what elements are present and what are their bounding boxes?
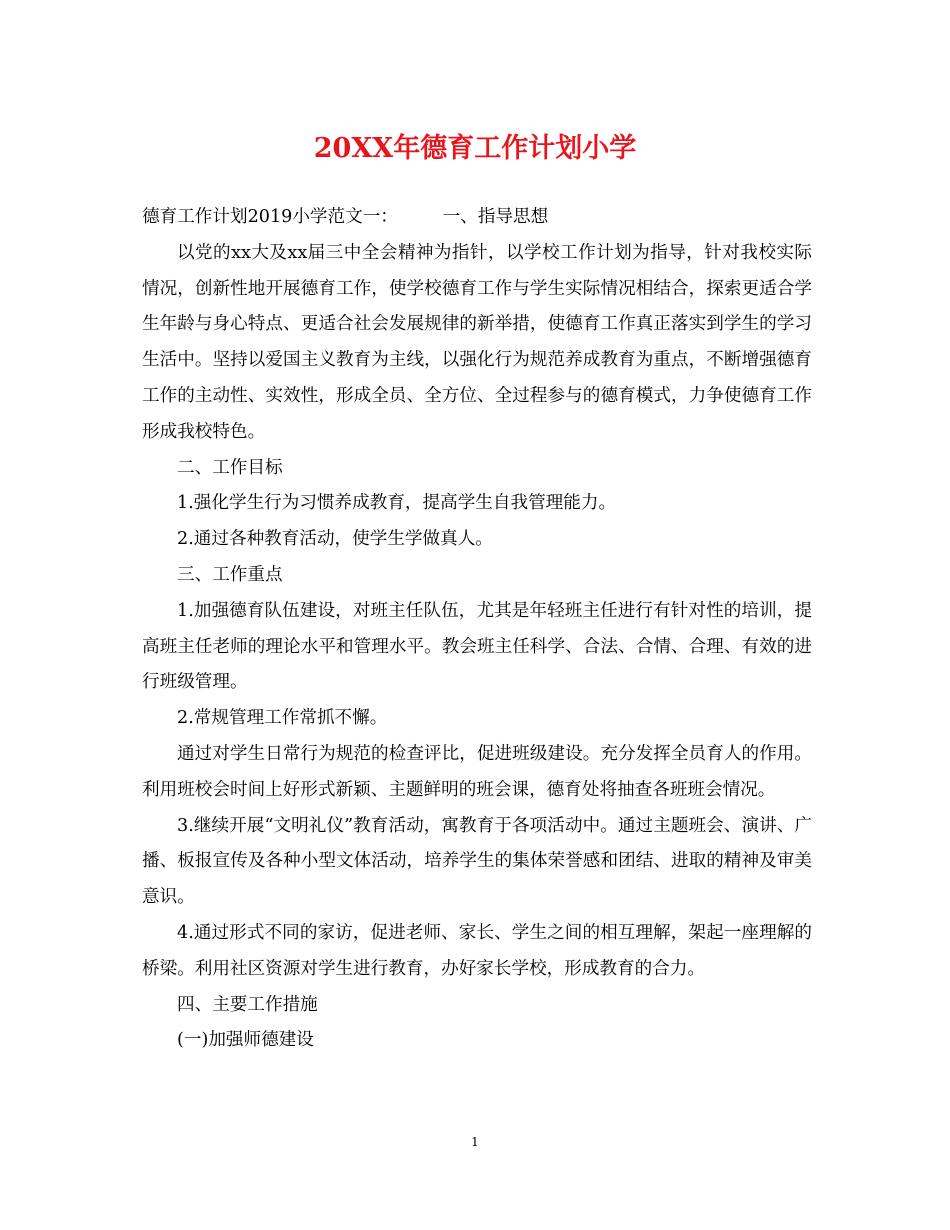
focus-item-1: 1.加强德育队伍建设，对班主任队伍，尤其是年轻班主任进行有针对性的培训，提高班主任老师的理论水平和管理水平。教会班主任科学、合法、合情、合理、有效的进行班级管理。: [142, 600, 812, 693]
measure-item-1: (一)加强师德建设: [177, 1030, 314, 1051]
goal-item-1: 1.强化学生行为习惯养成教育，提高学生自我管理能力。: [177, 493, 617, 514]
goal-item-2: 2.通过各种教育活动，使学生学做真人。: [177, 529, 493, 550]
paragraph-guiding-thought: 以党的xx大及xx届三中全会精神为指针，以学校工作计划为指导，针对我校实际情况，创新性地开展德育工作，使学校德育工作与学生实际情况相结合，探索更适合学生年龄与身心特点、更适合社会发展规律的新举措，使德育工作真正落实到学生的学习生活中。坚持以爱国主义教育为主线，以强化行为规范养成教育为重点，不断增强德育工作的主动性、实效性，形成全员、全方位、全过程参与的德育模式，力争使德育工作形成我校特色。: [142, 242, 812, 442]
section-heading-work-goals: 二、工作目标: [177, 457, 283, 478]
section-heading-main-measures: 四、主要工作措施: [177, 994, 318, 1015]
intro-line: 德育工作计划2019小学范文一： 一、指导思想: [142, 207, 549, 227]
section-heading-work-focus: 三、工作重点: [177, 564, 283, 585]
document-body: [142, 200, 812, 1059]
focus-item-2-detail: 通过对学生日常行为规范的检查评比，促进班级建设。充分发挥全员育人的作用。利用班校会时间上好形式新颖、主题鲜明的班会课，德育处将抽查各班班会情况。: [142, 743, 812, 800]
focus-item-3: 3.继续开展“文明礼仪”教育活动，寓教育于各项活动中。通过主题班会、演讲、广播、板报宣传及各种小型文体活动，培养学生的集体荣誉感和团结、进取的精神及审美意识。: [142, 815, 812, 908]
focus-item-4: 4.通过形式不同的家访，促进老师、家长、学生之间的相互理解，架起一座理解的桥梁。利用社区资源对学生进行教育，办好家长学校，形成教育的合力。: [142, 922, 812, 979]
focus-item-2: 2.常规管理工作常抓不懈。: [177, 708, 388, 729]
document-title: 20XX年德育工作计划小学: [313, 133, 637, 164]
page-number: 1: [471, 1135, 479, 1149]
